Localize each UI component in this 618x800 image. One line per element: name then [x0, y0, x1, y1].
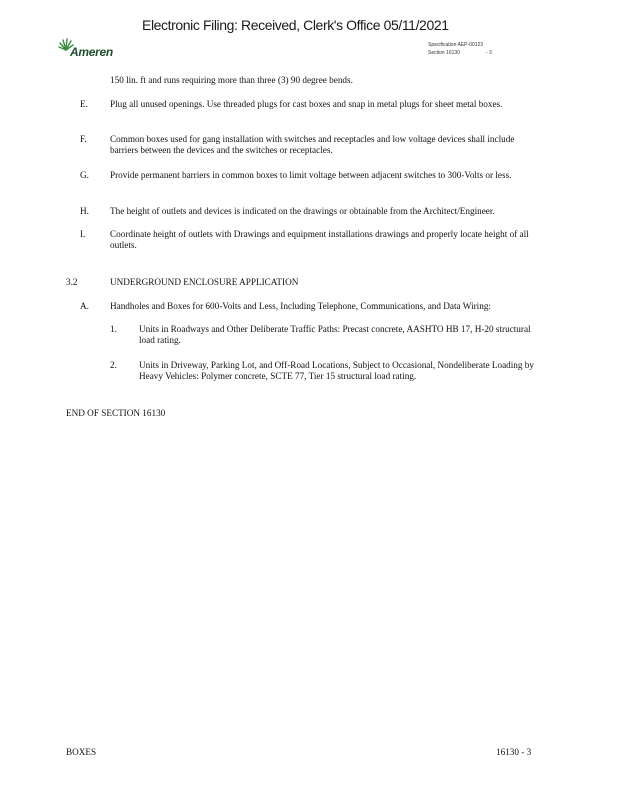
ameren-logo: [58, 38, 120, 60]
item-label: F.: [80, 134, 87, 144]
logo-wordmark: Ameren: [70, 45, 113, 59]
section-number: Section 16130: [428, 50, 460, 56]
sub-item-text: Units in Roadways and Other Deliberate Traffic Paths: Precast concrete, AASHTO HB 17, H-20 structural load rating.: [139, 324, 531, 345]
sub-item-label: 1.: [110, 324, 117, 334]
section-title-heading: UNDERGROUND ENCLOSURE APPLICATION: [110, 277, 299, 287]
item-label: G.: [80, 170, 89, 180]
section-number-heading: 3.2: [66, 277, 78, 287]
item-text: Handholes and Boxes for 600-Volts and Less, Including Telephone, Communications, and Data Wiring:: [110, 301, 491, 311]
item-text: Coordinate height of outlets with Drawings and equipment installations drawings and properly locate height of all outlets.: [110, 229, 529, 250]
end-of-section: END OF SECTION 16130: [66, 408, 166, 418]
header-page-mark: - 3: [485, 50, 492, 56]
filing-stamp: Electronic Filing: Received, Clerk's Office 05/11/2021: [142, 17, 449, 33]
item-text: Common boxes used for gang installation with switches and receptacles and low voltage devices shall include barriers between the devices and the switches or receptacles.: [110, 134, 515, 155]
sub-item-label: 2.: [110, 360, 117, 370]
item-label: A.: [80, 301, 89, 311]
footer-title: BOXES: [66, 747, 97, 757]
item-text: The height of outlets and devices is indicated on the drawings or obtainable from the Architect/Engineer.: [110, 206, 495, 216]
sub-item-text: Units in Driveway, Parking Lot, and Off-Road Locations, Subject to Occasional, Nondeliberate Loading by Heavy Vehicles: Polymer concrete, SCTE 77, Tier 15 structural load rating.: [139, 360, 534, 381]
footer-page-number: 16130 - 3: [496, 747, 532, 757]
item-label: H.: [80, 206, 89, 216]
item-label: I.: [80, 229, 86, 239]
spec-header: [428, 41, 492, 57]
item-label: E.: [80, 99, 88, 109]
continuation-line: 150 lin. ft and runs requiring more than three (3) 90 degree bends.: [110, 75, 353, 85]
item-text: Plug all unused openings. Use threaded plugs for cast boxes and snap in metal plugs for sheet metal boxes.: [110, 99, 503, 109]
item-text: Provide permanent barriers in common boxes to limit voltage between adjacent switches to 300-Volts or less.: [110, 170, 512, 180]
spec-number: Specification AEP-00123: [428, 42, 484, 48]
